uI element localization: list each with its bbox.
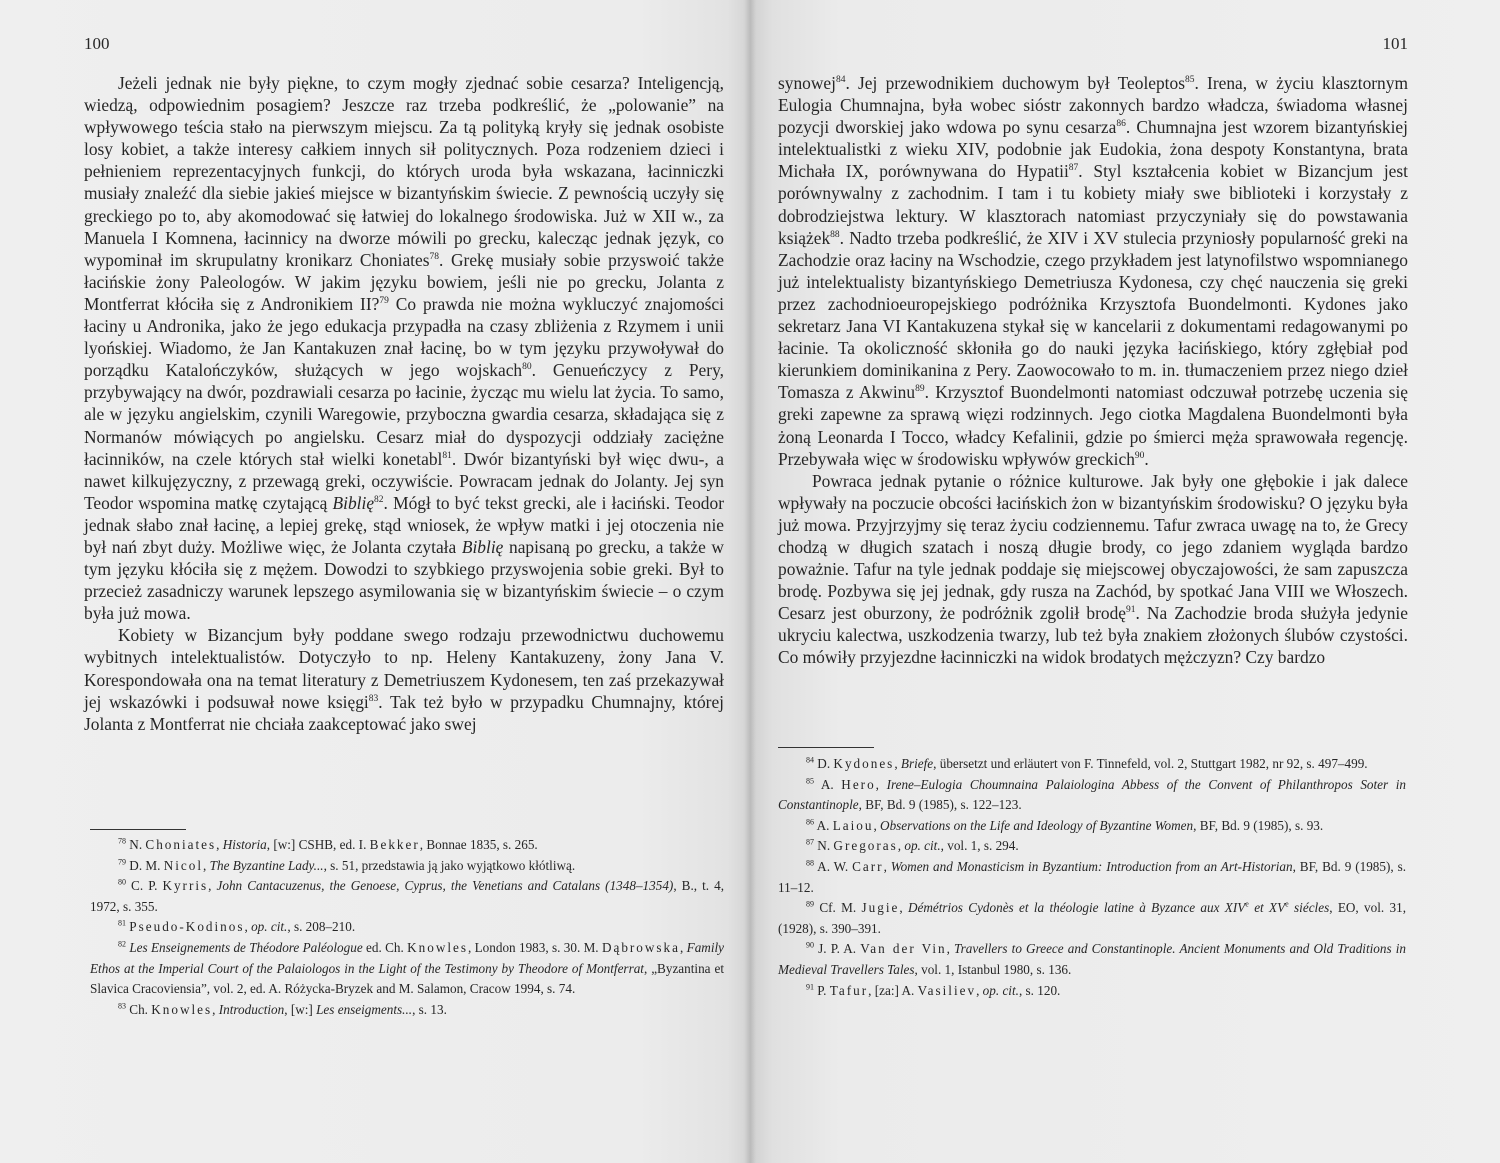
- spaced-author-name: Nicol: [163, 857, 204, 873]
- text-run: , Bonnae 1835, s. 265.: [419, 837, 538, 852]
- footnote: [778, 981, 1406, 1002]
- spaced-author-name: Gregoras: [833, 838, 898, 854]
- text-run: , [za:] A.: [868, 982, 918, 998]
- text-run: . Genueńczycy z Pery, przybywający na dwór, pozdrawiali cesarza po łacinie, życząc mu wielu lat życia. To samo, ale w języku angielskim, czynili Waregowie, przyboczna gwardia cesarza, składająca się z Normanów mówiących po angielsku. Cesarz miał do dyspozycji oddziały zaciężne łacinników, na czele których stał wielki konetabl: [84, 360, 724, 469]
- italic-run: siécles: [1288, 900, 1330, 916]
- text-run: , s. 208–210.: [287, 919, 356, 935]
- text-run: , s. 51, przedstawia ją jako wyjątkowo kłótliwą.: [323, 857, 576, 873]
- text-run: A.: [814, 776, 842, 792]
- text-run: ,: [883, 858, 891, 874]
- footnote-marker: 84: [835, 75, 846, 86]
- text-run: , BF, Bd. 9 (1985), s. 122–123.: [858, 797, 1022, 813]
- main-text: [778, 72, 1408, 669]
- footnote: [778, 816, 1406, 837]
- text-run: J. P. A.: [814, 941, 861, 957]
- text-run: , BF, Bd. 9 (1985), s. 93.: [1193, 817, 1324, 833]
- italic-run: Biblię: [461, 536, 504, 557]
- footnotes: [90, 835, 724, 1020]
- spaced-author-name: Van der Vin: [860, 941, 947, 957]
- italic-run: Irene–Eulogia Choumnaina Palaiologina Abbess of the Convent of Philanthropos Soter in Constantinople: [778, 776, 1407, 813]
- text-run: Cf. M.: [814, 900, 862, 916]
- footnote-marker: 81: [442, 450, 452, 461]
- text-run: . Tak też było w przypadku Chumnajny, której Jolanta z Montferrat nie chciała zaakceptować jako swej: [84, 691, 725, 734]
- text-run: ,: [899, 900, 908, 916]
- italic-run: John Cantacuzenus, the Genoese, Cyprus, the Venetians and Catalans (1348–1354): [216, 878, 674, 894]
- main-text: [84, 72, 724, 735]
- text-run: . Nadto trzeba podkreślić, że XIV i XV stulecia przyniosły popularność greki na Zachodzie oraz łaciny na Wschodzie, czego przykładem jest latynofilstwo wspomnianego już intelektualisty bizantyńskiego Demetriusza Kydonesa, czy chęć nauczenia się greki przez zachodnioeuropejskiego podróżnika Krzysztofa Buondelmonti. Kydones jako sekretarz Jana VI Kantakuzena stykał się w kancelarii z dokumentami redagowanymi po łacinie. Ta okoliczność skłoniła go do nauki języka łacińskiego, który zgłębiał pod kierunkiem dominikanina z Pery. Zaowocowało to m. in. tłumaczeniem przez niego dzieł Tomasza z Akwinu: [778, 227, 1408, 403]
- text-run: . Chumnajna jest wzorem bizantyńskiej intelektualistki z wieku XIV, podobnie jak Eudokia, żona despoty Konstantyna, brata Michała IX, porównywana do Hypatii: [778, 117, 1408, 182]
- italic-run: op. cit.: [251, 919, 288, 935]
- footnote-marker: 85: [806, 776, 814, 786]
- text-run: Powraca jednak pytanie o różnice kulturowe. Jak były one głębokie i jak dalece wpływały na poczucie obcości łacińskich żon w bizantyńskim środowisku? O języku była już mowa. Przyjrzyjmy się teraz życiu codziennemu. Tafur zwraca uwagę na to, że Grecy chodzą w długich szatach i noszą długie brody, co jego zdaniem wygląda bardzo poważnie. Tafur na tyle jednak poddaje się miejscowej obyczajowości, że sam zapuszcza brodę. Pozbywa się jej jednak, gdy rusza na Zachód, by spotkać Jana VIII we Włoszech. Cesarz jest oburzony, że podróżnik zgolił brodę: [778, 470, 1408, 624]
- footnote: [90, 917, 724, 938]
- book-gutter: [744, 0, 756, 1163]
- spaced-author-name: Kydones: [833, 756, 895, 771]
- footnote-marker: e: [1245, 899, 1249, 909]
- text-run: , [w:]: [284, 1001, 317, 1017]
- spaced-author-name: Choniates: [145, 837, 217, 852]
- footnote-marker: 89: [915, 384, 925, 395]
- text-run: N.: [814, 838, 834, 854]
- text-run: ,: [875, 776, 887, 792]
- text-run: D.: [814, 756, 834, 771]
- footnote-marker: 88: [806, 858, 814, 868]
- text-run: . Dwór bizantyński był więc dwu-, a nawet kilkujęzyczny, z przewagą greki, oczywiście. Powracam jednak do Jolanty. Jej syn Teodor wspomina matkę czytającą: [84, 448, 724, 513]
- text-run: . Krzysztof Buondelmonti natomiast odczuwał potrzebę uczenia się greki zapewne za sprawą więzi rodzinnych. Jego ciotka Magdalena Buondelmonti była żoną Leonarda I Tocco, władcy Kefalinii, gdzie po śmierci męża sprawowała regencję. Przebywała więc w środowisku wpływów greckich: [778, 382, 1408, 469]
- footnote: [90, 876, 724, 917]
- text-run: D. M.: [126, 857, 164, 873]
- text-run: . Na Zachodzie broda służyła jedynie ukryciu kalectwa, uszkodzenia twarzy, lub też była znakiem złożonych ślubów czystości. Co mówiły przyjezdne łacinniczki na widok brodatych mężczyzn? Czy bardzo: [778, 603, 1408, 668]
- text-run: . Mógł to być tekst grecki, ale i łaciński. Teodor jednak słabo znał łacinę, a lepiej grekę, stąd wniosek, że wpływ matki i jej otoczenia nie był nań zbyt duży. Możliwe więc, że Jolanta czytała: [84, 492, 724, 557]
- text-run: . Grekę musiały sobie przyswoić także łacińskie żony Paleologów. W jakim języku bowiem, jeśli nie po grecku, Jolanta z Montferrat kłóciła się z Andronikiem II?: [84, 249, 724, 314]
- footnote-marker: 86: [1116, 119, 1126, 130]
- footnote-marker: 78: [118, 836, 126, 846]
- text-run: C. P.: [126, 878, 163, 894]
- text-run: ,: [946, 941, 955, 957]
- footnote-marker: 80: [118, 877, 126, 887]
- footnote: [90, 856, 724, 877]
- text-run: ,: [208, 878, 217, 894]
- text-run: ,: [244, 919, 252, 935]
- paragraph: [778, 72, 1408, 470]
- italic-run: Démétrios Cydonès et la théologie latine à Byzance aux XIV: [908, 900, 1246, 916]
- footnote-marker: 87: [1068, 163, 1079, 174]
- text-run: , BF, Bd. 9 (1985), s. 11–12.: [778, 858, 1407, 895]
- footnote-marker: 78: [429, 251, 439, 262]
- footnote-marker: e: [1285, 899, 1289, 909]
- footnote-marker: 80: [522, 362, 532, 373]
- text-run: ,: [873, 817, 881, 833]
- spaced-author-name: Knowles: [151, 1001, 213, 1017]
- paragraph: [84, 624, 724, 734]
- spaced-author-name: Vasiliev: [917, 982, 977, 998]
- footnote-marker: 88: [830, 229, 840, 240]
- italic-run: Travellers to Greece and Constantinople. Ancient Monuments and Old Traditions in Medieval Travellers Tales: [778, 941, 1406, 977]
- text-run: A. W.: [814, 858, 853, 874]
- text-run: ,: [894, 756, 901, 771]
- italic-run: Family Ethos at the Imperial Court of the Palaiologos in the Light of the Testimony by Theodore of Montferrat: [90, 939, 724, 976]
- footnote-marker: 83: [368, 693, 379, 704]
- spaced-author-name: Carr: [852, 858, 884, 874]
- text-run: Co prawda nie można wykluczyć znajomości łaciny u Andronika, jako że jego edukacja przypadła na czasy zbliżenia z Rzymem i unii lyońskiej. Wiadomo, że Jan Kantakuzen znał łacinę, bo w tym języku przywoływał do porządku Katalończyków, służących w jego wojskach: [84, 293, 724, 381]
- footnote: [778, 754, 1406, 775]
- italic-run: The Byzantine Lady...: [209, 857, 324, 873]
- italic-run: Historia: [222, 837, 267, 852]
- italic-run: et XV: [1248, 900, 1286, 916]
- text-run: .: [1144, 448, 1149, 469]
- spaced-author-name: Knowles: [407, 939, 468, 955]
- text-run: , EO, vol. 31, (1928), s. 390–391.: [778, 900, 1407, 936]
- text-run: synowej: [778, 73, 836, 93]
- footnote-marker: 86: [806, 817, 814, 827]
- italic-run: op. cit.: [904, 838, 941, 854]
- footnote-marker: 91: [1126, 605, 1136, 616]
- text-run: , B., t. 4, 1972, s. 355.: [90, 878, 725, 914]
- text-run: , übersetzt und erläutert von F. Tinnefeld, vol. 2, Stuttgart 1982, nr 92, s. 497–499.: [933, 756, 1368, 771]
- text-run: Jeżeli jednak nie były piękne, to czym mogły zjednać sobie cesarza? Inteligencją, wiedzą, odpowiednim posagiem? Jeszcze raz trzeba podkreślić, że „polowanie” na wpływowego teścia stało na pierwszym miejscu. Za tą polityką kryły się jednak osobiste losy kobiet, a także interesy całkiem innych sił politycznych. Poza rodzeniem dzieci i pełnieniem reprezentacyjnych funkcji, do których uroda była wskazana, łacinniczki musiały znaleźć dla siebie jakieś miejsce w bizantyńskim świecie. Z pewnością uczyły się greckiego po to, aby akomodować się łatwiej do lokalnego środowiska. Już w XII w., za Manuela I Komnena, łacinnicy na dworze mówili po grecku, kalecząc jednak język, co wypominał im skrupulatny kronikarz Choniates: [84, 73, 724, 270]
- spaced-author-name: Pseudo-Kodinos: [129, 919, 245, 935]
- italic-run: Women and Monasticism in Byzantium: Introduction from an Art-Historian: [890, 858, 1293, 874]
- footnotes: [778, 754, 1406, 1001]
- paragraph: [84, 72, 724, 624]
- text-run: , vol. 1, s. 294.: [940, 838, 1019, 854]
- italic-run: Les enseigments...: [316, 1001, 413, 1017]
- spaced-author-name: Kyrris: [162, 878, 209, 894]
- page-number: 100: [84, 34, 110, 53]
- text-run: A.: [814, 817, 833, 833]
- text-run: , [w:] CSHB, ed. I.: [266, 837, 370, 852]
- footnote-separator: [778, 747, 874, 748]
- footnote: [90, 1000, 724, 1021]
- footnote-marker: 82: [374, 494, 384, 505]
- footnote-marker: 84: [806, 755, 814, 765]
- footnote: [778, 836, 1406, 857]
- text-run: napisaną po grecku, a także w tym języku kłóciła się z mężem. Dowodzi to szybkiego przyswojenia sobie greki. Był to przecież zasadniczy warunek lepszego asymilowania się w bizantyńskim świecie – o czym była już mowa.: [84, 536, 724, 624]
- text-run: ,: [203, 857, 210, 873]
- text-run: . Jej przewodnikiem duchowym był Teoleptos: [845, 73, 1185, 93]
- italic-run: Biblię: [332, 492, 375, 513]
- spaced-author-name: Tafur: [829, 982, 869, 998]
- text-run: , „Byzantina et Slavica Cracoviensia”, vol. 2, ed. A. Różycka-Bryzek and M. Salamon, Cracow 1994, s. 74.: [90, 960, 724, 997]
- footnote-separator: [90, 829, 186, 830]
- paragraph: [778, 470, 1408, 669]
- text-run: ,: [216, 837, 223, 852]
- footnote-marker: 82: [118, 939, 126, 949]
- text-run: ,: [212, 1001, 219, 1017]
- footnote: [778, 898, 1406, 939]
- footnote-marker: 83: [118, 1001, 126, 1011]
- spaced-author-name: Dąbrowska: [601, 939, 680, 955]
- italic-run: op. cit.: [982, 982, 1019, 998]
- spaced-author-name: Hero: [841, 776, 876, 792]
- spaced-author-name: Jugie: [861, 900, 900, 916]
- spaced-author-name: Laiou: [832, 817, 874, 833]
- italic-run: Observations on the Life and Ideology of Byzantine Women: [880, 817, 1194, 833]
- footnote: [90, 835, 724, 856]
- text-run: Kobiety w Bizancjum były poddane swego rodzaju przewodnictwu duchowemu wybitnych intelektualistów. Dotyczyło to np. Heleny Kantakuzeny, żony Jana V. Korespondowała ona na temat literatury z Demetriuszem Kydonesem, ten zaś przekazywał jej wskazówki i podsuwał nowe księgi: [84, 625, 724, 712]
- footnote: [778, 775, 1406, 816]
- text-run: , s. 13.: [412, 1001, 447, 1017]
- text-run: , London 1983, s. 30. M.: [468, 939, 602, 955]
- footnote-marker: 91: [806, 982, 814, 992]
- footnote-marker: 79: [118, 857, 126, 867]
- text-run: ,: [897, 838, 905, 854]
- italic-run: Briefe: [900, 756, 934, 771]
- text-run: ed. Ch.: [362, 939, 408, 955]
- text-run: Ch.: [126, 1001, 152, 1017]
- footnote-marker: 89: [806, 899, 814, 909]
- text-run: ,: [680, 939, 687, 955]
- text-run: . Styl kształcenia kobiet w Bizancjum jest porównywalny z zachodnim. I tam i tu kobiety miały swe biblioteki i korzystały z dobrodziejstwa lektury. W klasztorach natomiast przyczyniały się do powstawania książek: [778, 161, 1408, 248]
- italic-run: Les Enseignements de Théodore Paléologue: [129, 939, 363, 955]
- spaced-author-name: Bekker: [369, 837, 420, 852]
- footnote-marker: 90: [1134, 450, 1145, 461]
- footnote-marker: 85: [1184, 75, 1195, 86]
- page-number: 101: [1382, 34, 1408, 53]
- text-run: P.: [814, 982, 830, 998]
- footnote-marker: 81: [118, 918, 126, 928]
- footnote: [778, 857, 1406, 898]
- text-run: . Irena, w życiu klasztornym Eulogia Chumnajna, była wobec sióstr zakonnych bardzo władcza, świadoma własnej pozycji dworskiej jako wdowa po synu cesarza: [778, 73, 1408, 138]
- footnote: [778, 939, 1406, 980]
- italic-run: Introduction: [218, 1001, 285, 1017]
- text-run: ,: [976, 982, 983, 998]
- text-run: N.: [126, 837, 146, 852]
- text-run: , s. 120.: [1018, 982, 1061, 998]
- text-run: , vol. 1, Istanbul 1980, s. 136.: [914, 961, 1072, 977]
- footnote-marker: 79: [379, 296, 389, 307]
- footnote: [90, 938, 724, 1000]
- footnote-marker: 90: [806, 940, 814, 950]
- footnote-marker: 87: [806, 837, 814, 847]
